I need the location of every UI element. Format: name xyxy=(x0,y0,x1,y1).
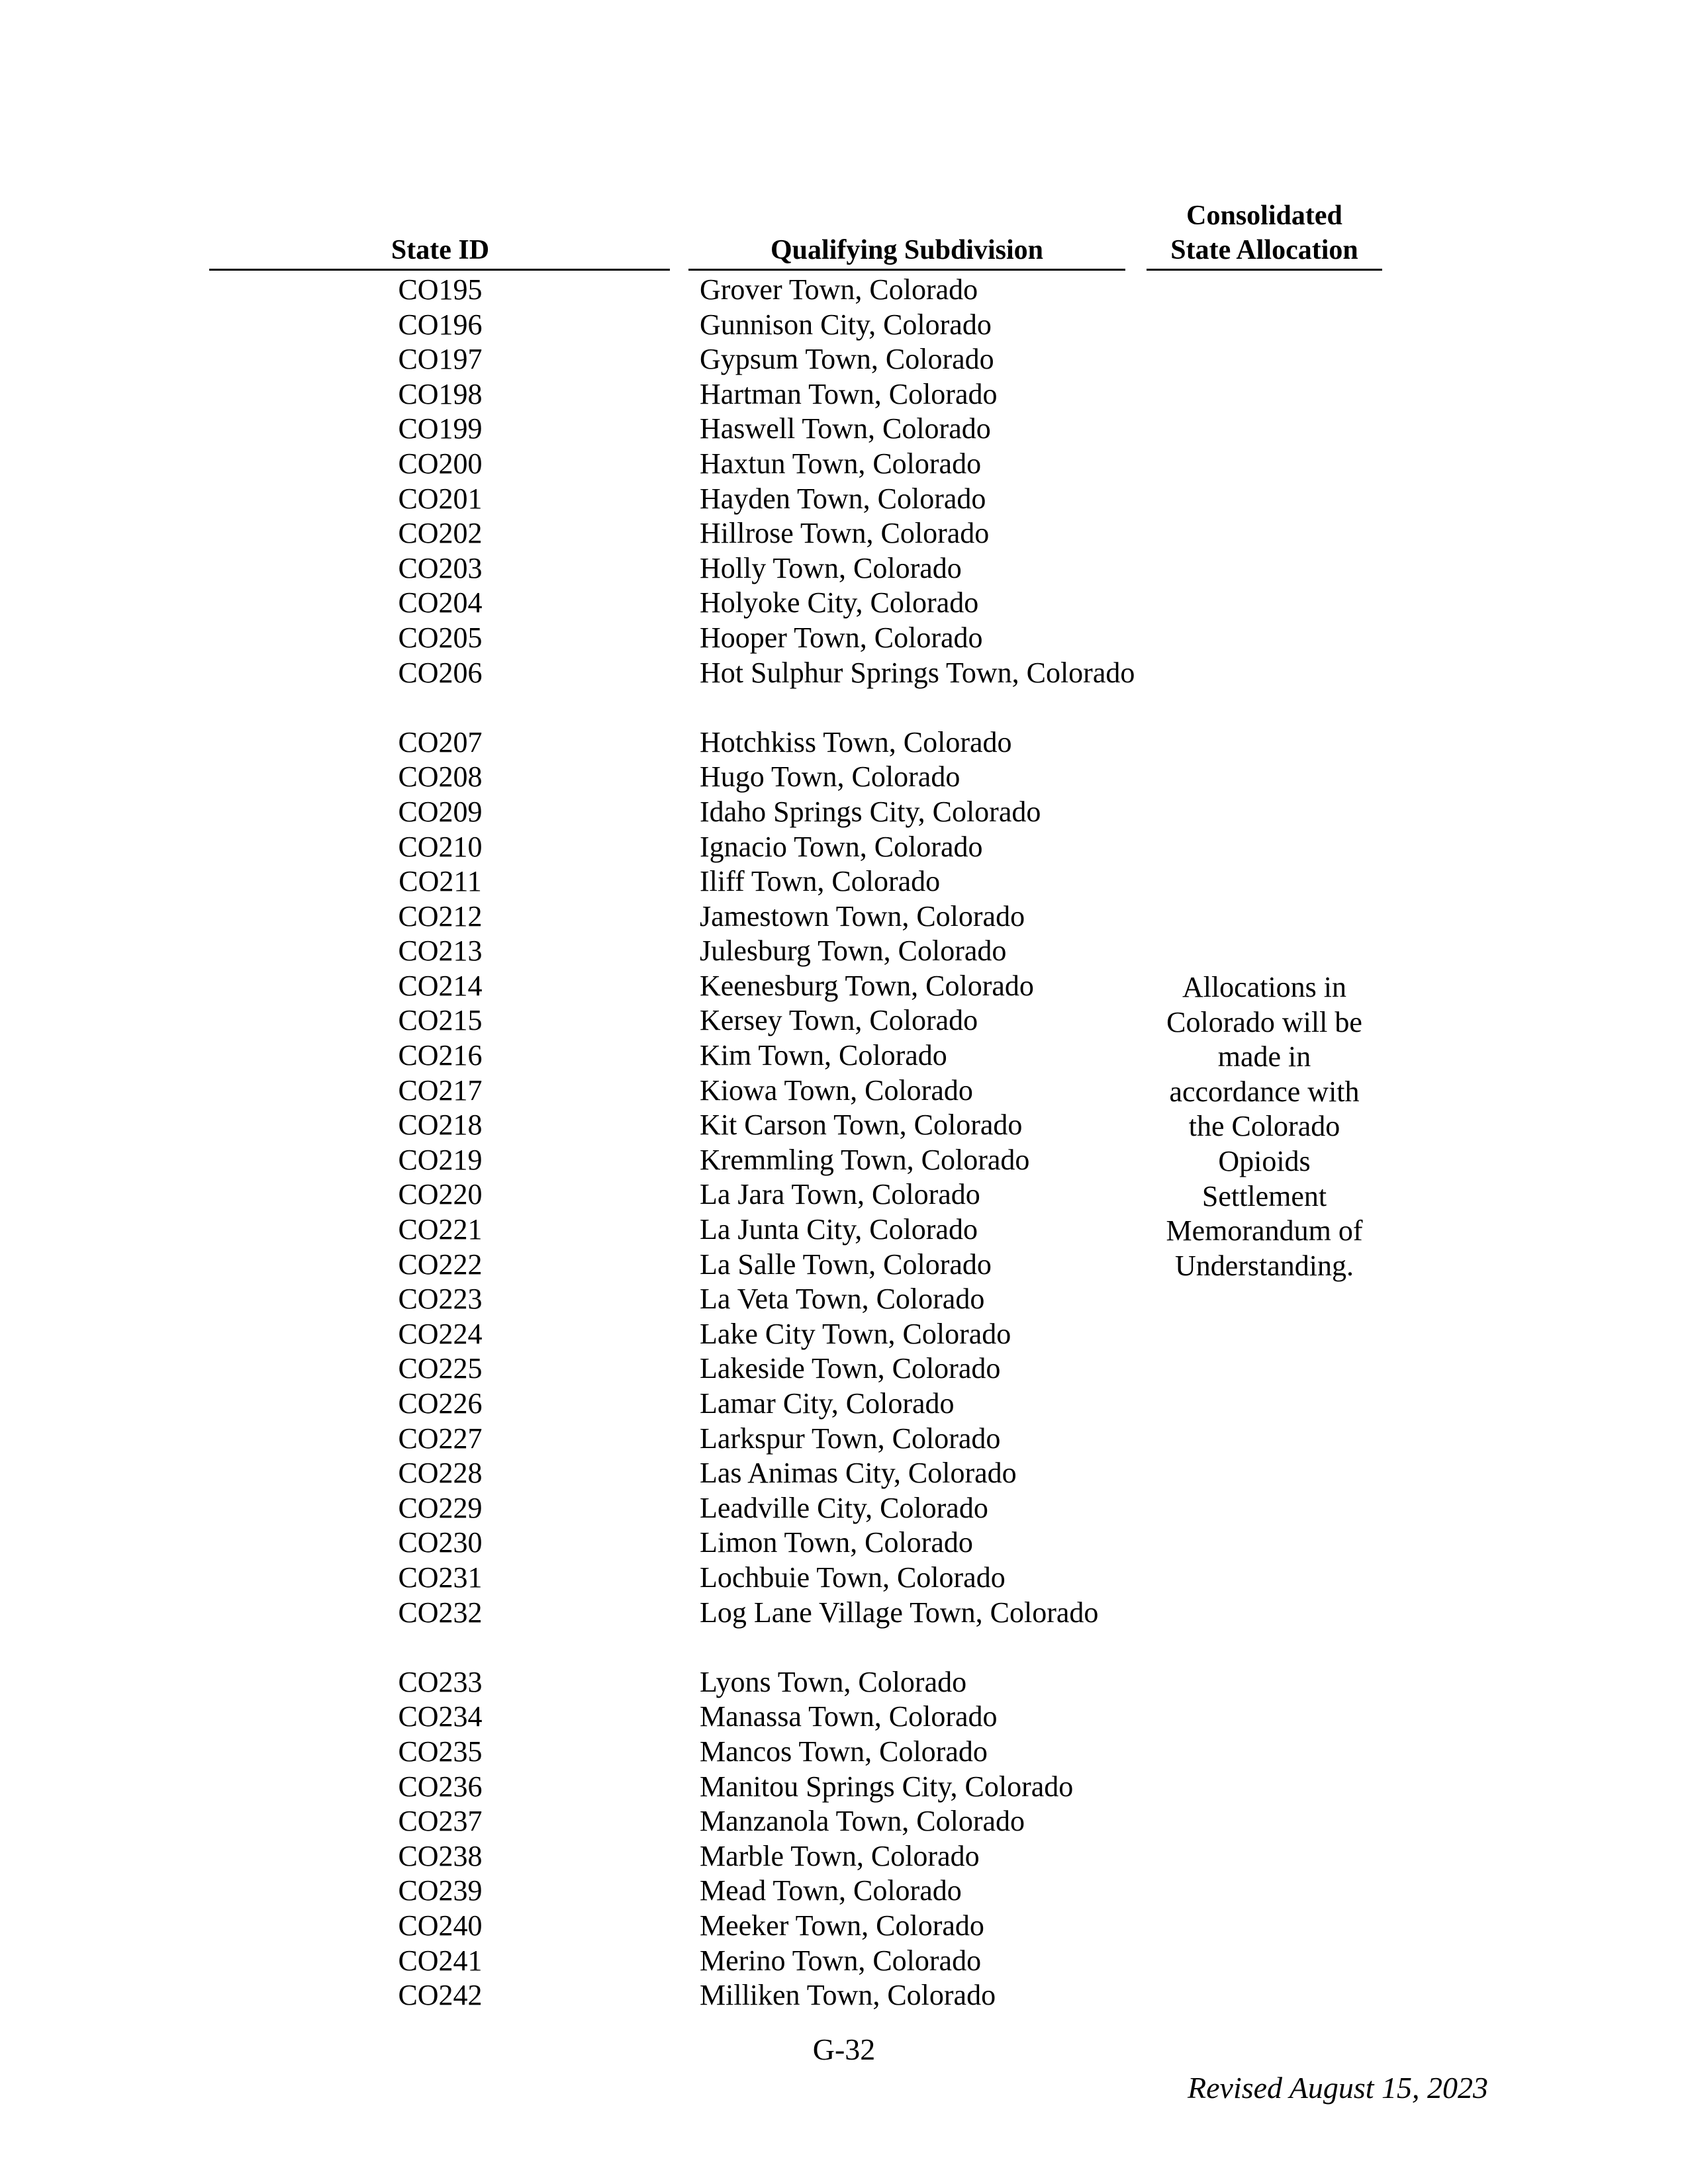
allocation-note-line: Opioids xyxy=(1218,1144,1311,1177)
table-row xyxy=(0,656,1688,725)
table-row xyxy=(0,1525,1688,1561)
table-row xyxy=(0,1561,1688,1596)
subdivision-cell: La Veta Town, Colorado xyxy=(700,1283,985,1316)
state-id-cell: CO197 xyxy=(398,343,483,376)
subdivision-cell: Hayden Town, Colorado xyxy=(700,482,986,515)
subdivision-cell: Holyoke City, Colorado xyxy=(700,586,979,619)
revised-date: Revised August 15, 2023 xyxy=(1188,2071,1488,2105)
table-row xyxy=(0,830,1688,865)
state-id-cell: CO208 xyxy=(398,760,483,794)
table-row xyxy=(0,1804,1688,1839)
state-id-cell: CO202 xyxy=(398,517,483,550)
subdivision-cell: Las Animas City, Colorado xyxy=(700,1457,1017,1490)
state-id-cell: CO226 xyxy=(398,1387,483,1420)
allocation-note-line: Colorado will be xyxy=(1166,1005,1362,1038)
table-row xyxy=(0,1909,1688,1944)
header-qualifying-subdivision: Qualifying Subdivision xyxy=(770,235,1044,265)
header-state-id: State ID xyxy=(391,235,490,265)
state-id-cell: CO238 xyxy=(398,1839,483,1872)
table-row xyxy=(0,1874,1688,1909)
subdivision-cell: Keenesburg Town, Colorado xyxy=(700,969,1034,1002)
subdivision-cell: Manzanola Town, Colorado xyxy=(700,1805,1025,1838)
subdivision-cell: Hot Sulphur Springs Town, Colorado xyxy=(700,656,1135,689)
state-id-cell: CO230 xyxy=(398,1526,483,1559)
allocation-note-line: the Colorado xyxy=(1188,1110,1340,1143)
subdivision-cell: Lyons Town, Colorado xyxy=(700,1665,967,1698)
table-row xyxy=(0,377,1688,412)
state-id-cell: CO224 xyxy=(398,1317,483,1350)
state-id-cell: CO228 xyxy=(398,1457,483,1490)
table-row xyxy=(0,1108,1688,1143)
state-id-cell: CO219 xyxy=(398,1143,483,1176)
subdivision-cell: Leadville City, Colorado xyxy=(700,1491,988,1524)
table-row xyxy=(0,1282,1688,1317)
table-row xyxy=(0,621,1688,656)
subdivision-cell: Manassa Town, Colorado xyxy=(700,1700,998,1733)
subdivision-cell: Idaho Springs City, Colorado xyxy=(700,795,1041,828)
state-id-cell: CO220 xyxy=(398,1178,483,1211)
subdivision-cell: Gypsum Town, Colorado xyxy=(700,343,994,376)
state-id-cell: CO234 xyxy=(398,1700,483,1733)
table-row xyxy=(0,1665,1688,1700)
state-id-cell: CO233 xyxy=(398,1665,483,1698)
header-rule-subdivision xyxy=(688,269,1125,271)
subdivision-cell: Marble Town, Colorado xyxy=(700,1839,980,1872)
table-row xyxy=(0,1491,1688,1526)
state-id-cell: CO241 xyxy=(398,1944,483,1977)
subdivision-cell: Merino Town, Colorado xyxy=(700,1944,982,1977)
state-id-cell: CO236 xyxy=(398,1770,483,1803)
subdivision-cell: Kersey Town, Colorado xyxy=(700,1004,978,1037)
allocation-note-line: Allocations in xyxy=(1182,971,1347,1003)
table-row xyxy=(0,342,1688,377)
subdivision-cell: Log Lane Village Town, Colorado xyxy=(700,1596,1099,1629)
state-id-cell: CO203 xyxy=(398,551,483,584)
subdivision-cell: Kremmling Town, Colorado xyxy=(700,1143,1030,1176)
subdivision-cell: Lakeside Town, Colorado xyxy=(700,1352,1001,1385)
table-row xyxy=(0,1177,1688,1212)
state-id-cell: CO205 xyxy=(398,621,483,654)
state-id-cell: CO227 xyxy=(398,1422,483,1455)
table-row xyxy=(0,273,1688,308)
subdivision-cell: Limon Town, Colorado xyxy=(700,1526,973,1559)
state-id-cell: CO201 xyxy=(398,482,483,515)
state-id-cell: CO216 xyxy=(398,1039,483,1072)
allocation-note xyxy=(1153,970,1376,1283)
state-id-cell: CO212 xyxy=(398,899,483,933)
state-id-cell: CO214 xyxy=(398,969,483,1002)
table-row xyxy=(0,1422,1688,1457)
subdivision-cell: Iliff Town, Colorado xyxy=(700,865,941,898)
subdivision-cell: La Salle Town, Colorado xyxy=(700,1248,992,1281)
state-id-cell: CO231 xyxy=(398,1561,483,1594)
table-row xyxy=(0,1456,1688,1491)
table-row xyxy=(0,1596,1688,1665)
allocation-note-line: Settlement xyxy=(1201,1179,1327,1212)
subdivision-cell: Hugo Town, Colorado xyxy=(700,760,961,794)
subdivision-cell: Julesburg Town, Colorado xyxy=(700,934,1007,968)
state-id-cell: CO200 xyxy=(398,447,483,480)
table-row xyxy=(0,1003,1688,1038)
state-id-cell: CO235 xyxy=(398,1735,483,1768)
table-body xyxy=(0,273,1688,2013)
subdivision-cell: Lochbuie Town, Colorado xyxy=(700,1561,1006,1594)
subdivision-cell: Holly Town, Colorado xyxy=(700,551,962,584)
table-row xyxy=(0,482,1688,517)
subdivision-cell: La Jara Town, Colorado xyxy=(700,1178,980,1211)
state-id-cell: CO225 xyxy=(398,1352,483,1385)
table-row xyxy=(0,447,1688,482)
table-row xyxy=(0,1735,1688,1770)
table-row xyxy=(0,1351,1688,1387)
table-row xyxy=(0,1038,1688,1073)
table-row xyxy=(0,864,1688,899)
state-id-cell: CO207 xyxy=(398,725,483,758)
table-row xyxy=(0,1143,1688,1178)
state-id-cell: CO204 xyxy=(398,586,483,619)
table-row xyxy=(0,1978,1688,2013)
subdivision-cell: Kit Carson Town, Colorado xyxy=(700,1109,1023,1142)
table-row xyxy=(0,1387,1688,1422)
table-row xyxy=(0,760,1688,795)
table-row xyxy=(0,1248,1688,1283)
header-rule-allocation xyxy=(1147,269,1382,271)
table-row xyxy=(0,1212,1688,1248)
state-id-cell: CO195 xyxy=(398,273,483,306)
subdivision-cell: Haxtun Town, Colorado xyxy=(700,447,982,480)
state-id-cell: CO209 xyxy=(398,795,483,828)
subdivision-cell: Hartman Town, Colorado xyxy=(700,377,998,410)
table-row xyxy=(0,1073,1688,1109)
subdivision-cell: Meeker Town, Colorado xyxy=(700,1909,984,1942)
subdivision-cell: Mead Town, Colorado xyxy=(700,1874,962,1907)
state-id-cell: CO229 xyxy=(398,1491,483,1524)
table-row xyxy=(0,586,1688,621)
state-id-cell: CO242 xyxy=(398,1979,483,2012)
subdivision-cell: Manitou Springs City, Colorado xyxy=(700,1770,1074,1803)
header-rule-state-id xyxy=(209,269,670,271)
table-row xyxy=(0,725,1688,760)
table-row xyxy=(0,516,1688,551)
subdivision-cell: Lake City Town, Colorado xyxy=(700,1317,1011,1350)
subdivision-cell: Lamar City, Colorado xyxy=(700,1387,955,1420)
state-id-cell: CO218 xyxy=(398,1109,483,1142)
table-row xyxy=(0,1317,1688,1352)
table-row xyxy=(0,899,1688,934)
allocation-note-line: Memorandum of xyxy=(1166,1214,1363,1248)
subdivision-cell: Grover Town, Colorado xyxy=(700,273,978,306)
state-id-cell: CO196 xyxy=(398,308,483,341)
table-row xyxy=(0,934,1688,969)
subdivision-cell: La Junta City, Colorado xyxy=(700,1213,978,1246)
table-row xyxy=(0,1944,1688,1979)
table-row xyxy=(0,1770,1688,1805)
state-id-cell: CO239 xyxy=(398,1874,483,1907)
subdivision-cell: Larkspur Town, Colorado xyxy=(700,1422,1001,1455)
subdivision-cell: Mancos Town, Colorado xyxy=(700,1735,988,1768)
header-allocation-line2: State Allocation xyxy=(1170,235,1358,265)
state-id-cell: CO198 xyxy=(398,377,483,410)
subdivision-cell: Kim Town, Colorado xyxy=(700,1039,947,1072)
state-id-cell: CO199 xyxy=(398,412,483,445)
table-row xyxy=(0,308,1688,343)
state-id-cell: CO221 xyxy=(398,1213,483,1246)
table-row xyxy=(0,1700,1688,1735)
table-row xyxy=(0,1839,1688,1874)
allocation-note-line: made in xyxy=(1217,1040,1311,1073)
subdivision-cell: Haswell Town, Colorado xyxy=(700,412,991,445)
subdivision-cell: Hooper Town, Colorado xyxy=(700,621,983,654)
state-id-cell: CO211 xyxy=(399,865,482,898)
subdivision-cell: Jamestown Town, Colorado xyxy=(700,899,1025,933)
allocation-note-line: accordance with xyxy=(1169,1075,1360,1108)
subdivision-cell: Hotchkiss Town, Colorado xyxy=(700,725,1012,758)
state-id-cell: CO223 xyxy=(398,1283,483,1316)
state-id-cell: CO215 xyxy=(398,1004,483,1037)
subdivision-cell: Kiowa Town, Colorado xyxy=(700,1073,973,1107)
subdivision-cell: Milliken Town, Colorado xyxy=(700,1979,996,2012)
table-row xyxy=(0,551,1688,586)
state-id-cell: CO232 xyxy=(398,1596,483,1629)
state-id-cell: CO213 xyxy=(398,934,483,968)
subdivision-cell: Hillrose Town, Colorado xyxy=(700,517,990,550)
state-id-cell: CO237 xyxy=(398,1805,483,1838)
state-id-cell: CO240 xyxy=(398,1909,483,1942)
page-number: G-32 xyxy=(812,2032,876,2066)
state-id-cell: CO222 xyxy=(398,1248,483,1281)
table-row xyxy=(0,795,1688,830)
subdivision-cell: Gunnison City, Colorado xyxy=(700,308,992,341)
table-row xyxy=(0,412,1688,447)
state-id-cell: CO217 xyxy=(398,1073,483,1107)
table-row xyxy=(0,969,1688,1004)
subdivision-cell: Ignacio Town, Colorado xyxy=(700,830,983,863)
state-id-cell: CO206 xyxy=(398,656,483,689)
allocation-note-line: Understanding. xyxy=(1174,1249,1354,1282)
header-allocation-line1: Consolidated xyxy=(1186,201,1342,231)
state-id-cell: CO210 xyxy=(398,830,483,863)
